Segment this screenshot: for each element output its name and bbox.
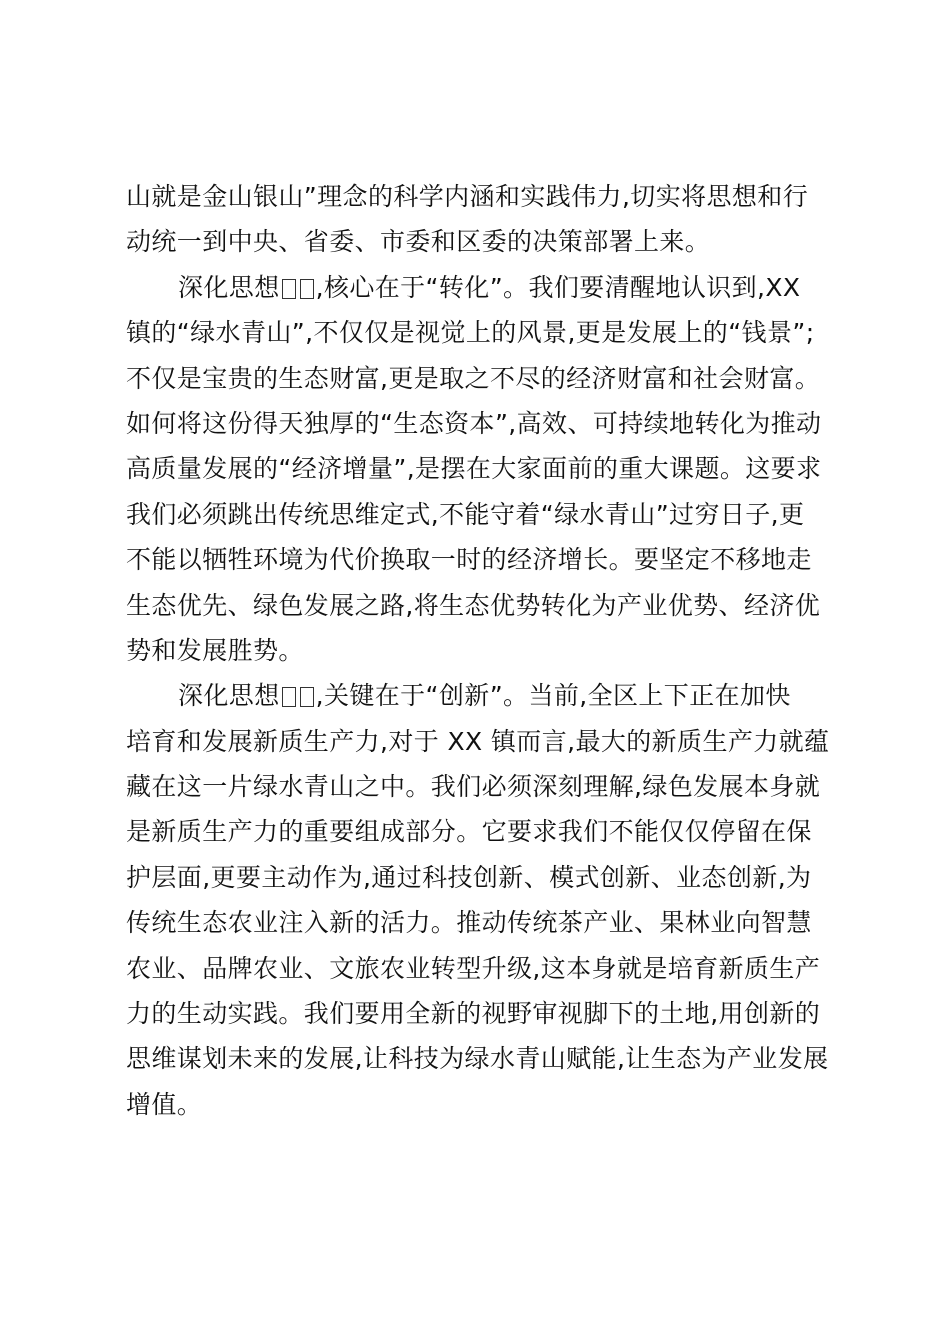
text-line: 增值。 [126, 1089, 203, 1119]
body-text [126, 174, 838, 1127]
text-line: 我们必须跳出传统思维定式,不能守着“绿水青山”过穷日子,更 [126, 499, 805, 529]
text-line: 思维谋划未来的发展,让科技为绿水青山赋能,让生态为产业发展 [126, 1044, 829, 1074]
text-line: 传统生态农业注入新的活力。推动传统茶产业、果林业向智慧 [126, 908, 812, 938]
text-line: 高质量发展的“经济增量”,是摆在大家面前的重大课题。这要求 [126, 454, 822, 484]
text-line: 护层面,更要主动作为,通过科技创新、模式创新、业态创新,为 [126, 862, 812, 892]
text-line: 力的生动实践。我们要用全新的视野审视脚下的土地,用创新的 [126, 999, 821, 1029]
text-line: 不仅是宝贵的生态财富,更是取之不尽的经济财富和社会财富。 [126, 363, 821, 393]
paragraph-lead-tail: ,核心在于“转化”。我们要清醒地认识到,XX [315, 272, 801, 302]
text-line: 是新质生产力的重要组成部分。它要求我们不能仅仅停留在保 [126, 817, 812, 847]
text-line: 动统一到中央、省委、市委和区委的决策部署上来。 [126, 227, 711, 257]
text-line: 如何将这份得天独厚的“生态资本”,高效、可持续地转化为推动 [126, 408, 822, 438]
paragraph-start-line [126, 265, 838, 310]
text-line: 生态优先、绿色发展之路,将生态优势转化为产业优势、经济优 [126, 590, 821, 620]
paragraph-lead-tail: ,关键在于“创新”。当前,全区上下正在加快 [315, 681, 791, 711]
missing-glyph-box [282, 279, 296, 299]
missing-glyph-box [300, 279, 314, 299]
paragraph-lead: 深化思想 [178, 272, 280, 302]
text-line: 镇的“绿水青山”,不仅仅是视觉上的风景,更是发展上的“钱景”; [126, 318, 815, 348]
text-line: 山就是金山银山”理念的科学内涵和实践伟力,切实将思想和行 [126, 182, 809, 211]
text-line: 不能以牺牲环境为代价换取一时的经济增长。要坚定不移地走 [126, 545, 812, 575]
text-line: 培育和发展新质生产力,对于 XX 镇而言,最大的新质生产力就蕴 [126, 726, 830, 756]
text-line: 农业、品牌农业、文旅农业转型升级,这本身就是培育新质生产 [126, 953, 821, 983]
missing-glyph-box [282, 687, 296, 707]
missing-glyph-box [300, 687, 314, 707]
text-line: 藏在这一片绿水青山之中。我们必须深刻理解,绿色发展本身就 [126, 772, 821, 802]
text-line: 势和发展胜势。 [126, 635, 304, 665]
paragraph-start-line [126, 673, 838, 718]
paragraph-lead: 深化思想 [178, 681, 280, 711]
